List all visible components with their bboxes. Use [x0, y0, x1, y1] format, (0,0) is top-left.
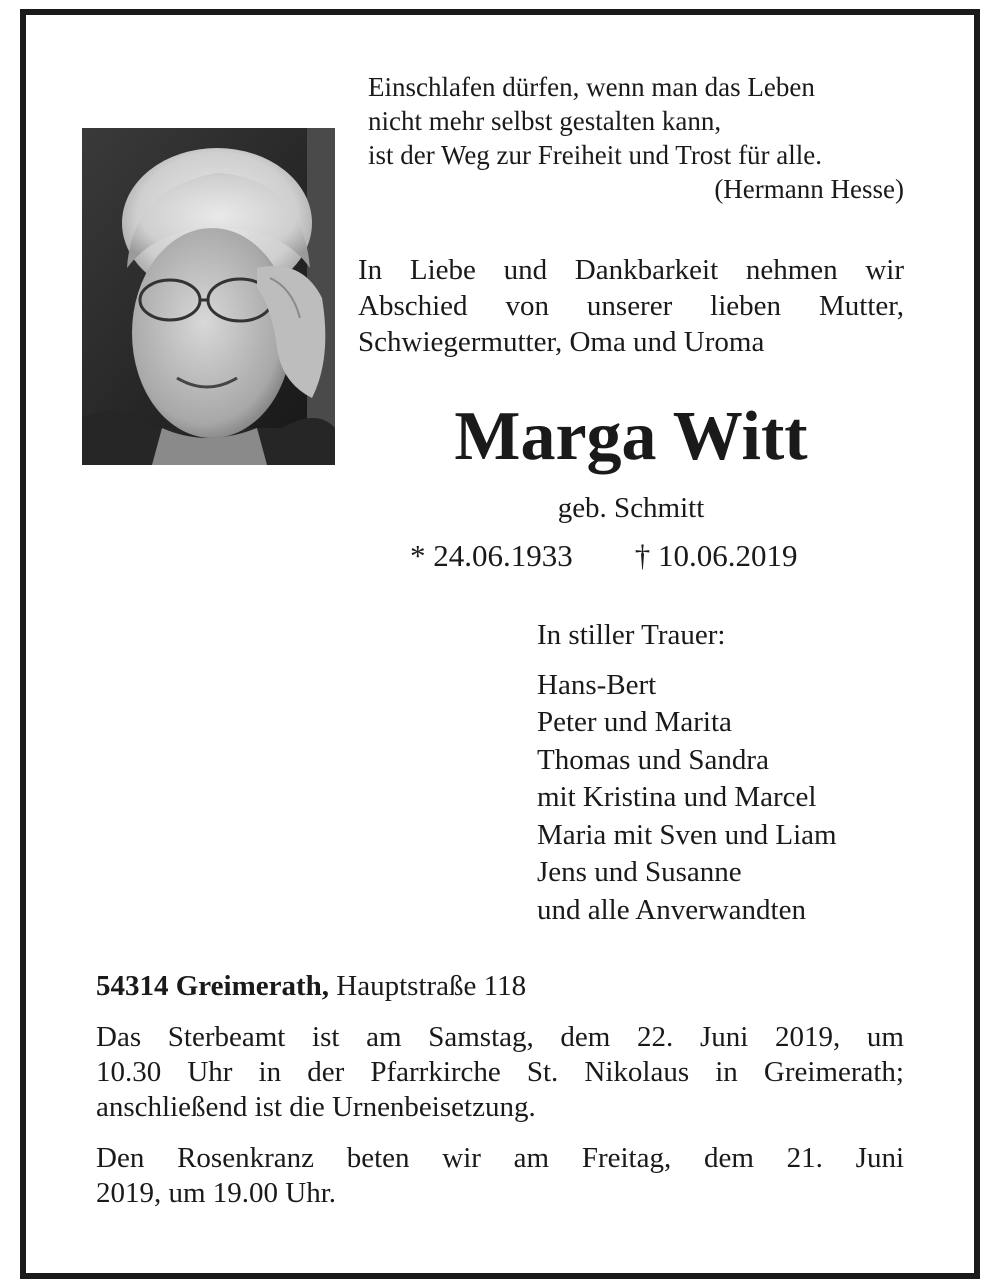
mourner-name: Thomas und Sandra — [537, 743, 769, 776]
farewell-intro — [358, 252, 904, 360]
service-line: 10.30 Uhr in der Pfarrkirche St. Nikolaus in Greimerath; — [96, 1056, 904, 1088]
death-date: † 10.06.2019 — [634, 538, 798, 573]
mourner-name: Hans-Bert — [537, 668, 657, 701]
maiden-name: geb. Schmitt — [557, 492, 705, 524]
mourner-name: Jens und Susanne — [537, 856, 742, 888]
quote-author: (Hermann Hesse) — [714, 174, 904, 204]
mourner-name: Maria mit Sven und Liam — [537, 818, 837, 851]
address-street: Hauptstraße 118 — [329, 970, 527, 1002]
portrait-photo — [82, 128, 335, 465]
mourner-name: Peter und Marita — [537, 706, 732, 738]
mourner-name: und alle Anverwandten — [537, 893, 806, 926]
hesse-quote — [368, 70, 904, 206]
mourners-list — [537, 667, 837, 930]
quote-line: nicht mehr selbst gestalten kann, — [368, 106, 722, 136]
life-dates — [410, 538, 798, 574]
intro-line: In Liebe und Dankbarkeit nehmen wir — [358, 254, 904, 286]
quote-line: Einschlafen dürfen, wenn man das Leben — [368, 72, 815, 102]
rosary-line: 2019, um 19.00 Uhr. — [96, 1177, 337, 1209]
intro-line: Schwiegermutter, Oma und Uroma — [358, 326, 765, 358]
family-address — [96, 970, 526, 1003]
mourner-name: mit Kristina und Marcel — [537, 781, 817, 813]
service-line: Das Sterbeamt ist am Samstag, dem 22. Juni 2019, um — [96, 1021, 904, 1053]
quote-line: ist der Weg zur Freiheit und Trost für alle. — [368, 140, 823, 170]
portrait-image — [82, 128, 335, 465]
rosary-note — [96, 1141, 904, 1211]
intro-line: Abschied von unserer lieben Mutter, — [358, 290, 904, 322]
address-town: 54314 Greimerath, — [96, 970, 330, 1002]
deceased-name: Marga Witt — [454, 398, 808, 475]
funeral-service-note — [96, 1020, 904, 1125]
service-line: anschließend ist die Urnenbeisetzung. — [96, 1091, 536, 1123]
mourners-heading: In stiller Trauer: — [537, 619, 726, 651]
birth-date: * 24.06.1933 — [410, 538, 573, 573]
rosary-line: Den Rosenkranz beten wir am Freitag, dem 21. Juni — [96, 1142, 904, 1174]
mourners-block — [537, 617, 837, 929]
